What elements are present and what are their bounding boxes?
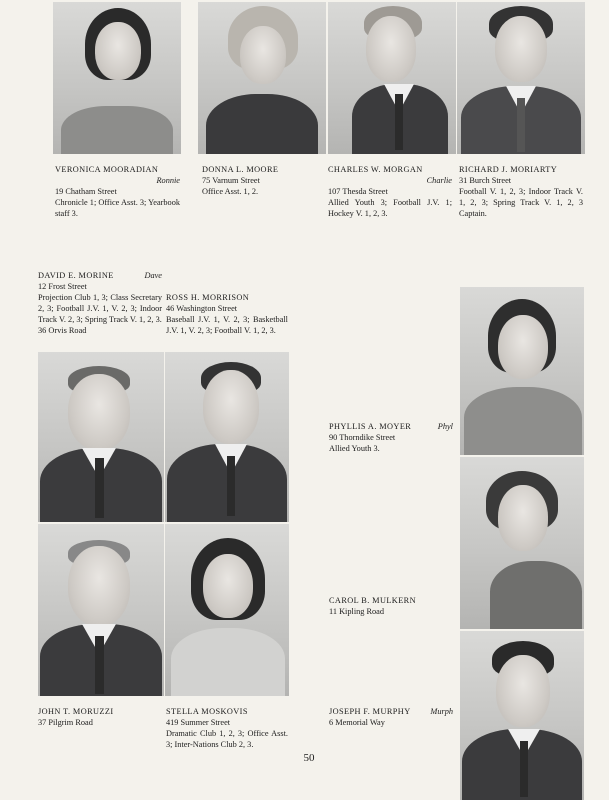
student-nickname: Phyl <box>437 422 453 431</box>
photo-carol-mulkern <box>460 457 584 629</box>
page-number: 50 <box>303 752 315 764</box>
photo-ross-morrison <box>165 352 289 522</box>
student-activities: Office Asst. 1, 2. <box>202 187 259 196</box>
student-name: ROSS H. MORRISON <box>166 293 250 302</box>
caption-joseph-murphy <box>329 706 453 728</box>
photo-richard-moriarty <box>457 2 585 154</box>
photo-phyllis-moyer <box>460 287 584 455</box>
student-address: 90 Thorndike Street <box>329 433 396 442</box>
caption-john-moruzzi <box>38 706 162 728</box>
caption-ross-morrison <box>166 292 288 336</box>
student-address: 6 Memorial Way <box>329 718 385 727</box>
student-address: 12 Frost Street <box>38 282 87 291</box>
student-name: STELLA MOSKOVIS <box>166 707 248 716</box>
student-address: 46 Washington Street <box>166 304 238 313</box>
student-nickname: Murph <box>430 707 453 716</box>
student-address: 107 Thesda Street <box>328 187 388 196</box>
student-address: 75 Varnum Street <box>202 176 260 185</box>
student-address: 19 Chatham Street <box>55 187 117 196</box>
photo-david-morine <box>38 352 164 522</box>
photo-joseph-murphy <box>460 631 584 800</box>
caption-richard-moriarty <box>459 164 583 219</box>
student-address: 31 Burch Street <box>459 176 512 185</box>
photo-donna-moore <box>198 2 326 154</box>
student-activities: Allied Youth 3. <box>329 444 380 453</box>
student-name: CAROL B. MULKERN <box>329 596 416 605</box>
student-name: CHARLES W. MORGAN <box>328 165 423 174</box>
student-activities: Projection Club 1, 3; Class Secretary 2, 3; Football J.V. 1, V. 2, 3; Indoor Track V. 2, 3; Spring Track V. 1, 2, 3. <box>38 293 162 324</box>
student-nickname: Dave <box>144 271 162 280</box>
caption-donna-moore <box>202 164 320 197</box>
photo-charles-morgan <box>328 2 456 154</box>
student-address: 37 Pilgrim Road <box>38 718 93 727</box>
student-name: PHYLLIS A. MOYER <box>329 422 412 431</box>
student-activities: Allied Youth 3; Football J.V. 1; Hockey V. 1, 2, 3. <box>328 198 452 218</box>
student-address: 11 Kipling Road <box>329 607 385 616</box>
student-activities: Football V. 1, 2, 3; Indoor Track V. 1, 2, 3; Spring Track V. 1, 2, 3 Captain. <box>459 187 583 218</box>
caption-stella-moskovis <box>166 706 288 750</box>
caption-carol-mulkern <box>329 595 453 617</box>
student-address: 419 Summer Street <box>166 718 231 727</box>
student-activities: Dramatic Club 1, 2, 3; Office Asst. 3; Inter-Nations Club 2, 3. <box>166 729 288 749</box>
photo-stella-moskovis <box>165 524 289 696</box>
student-name: JOHN T. MORUZZI <box>38 707 114 716</box>
photo-john-moruzzi <box>38 524 164 696</box>
student-name: VERONICA MOORADIAN <box>55 165 159 174</box>
student-nickname: Ronnie <box>156 176 180 185</box>
student-name: JOSEPH F. MURPHY <box>329 707 411 716</box>
student-name: DONNA L. MOORE <box>202 165 279 174</box>
student-address-alt: 36 Orvis Road <box>38 326 87 335</box>
student-activities: Chronicle 1; Office Asst. 3; Yearbook staff 3. <box>55 198 180 218</box>
photo-veronica-mooradian <box>53 2 181 154</box>
caption-veronica-mooradian <box>55 164 180 219</box>
student-name: RICHARD J. MORIARTY <box>459 165 558 174</box>
caption-charles-morgan <box>328 164 452 219</box>
caption-david-morine <box>38 270 162 336</box>
caption-phyllis-moyer <box>329 421 453 454</box>
student-nickname: Charlie <box>426 176 452 185</box>
student-activities: Baseball J.V. 1, V. 2, 3; Basketball J.V. 1, V. 2, 3; Football V. 1, 2, 3. <box>166 315 288 335</box>
student-name: DAVID E. MORINE <box>38 271 114 280</box>
